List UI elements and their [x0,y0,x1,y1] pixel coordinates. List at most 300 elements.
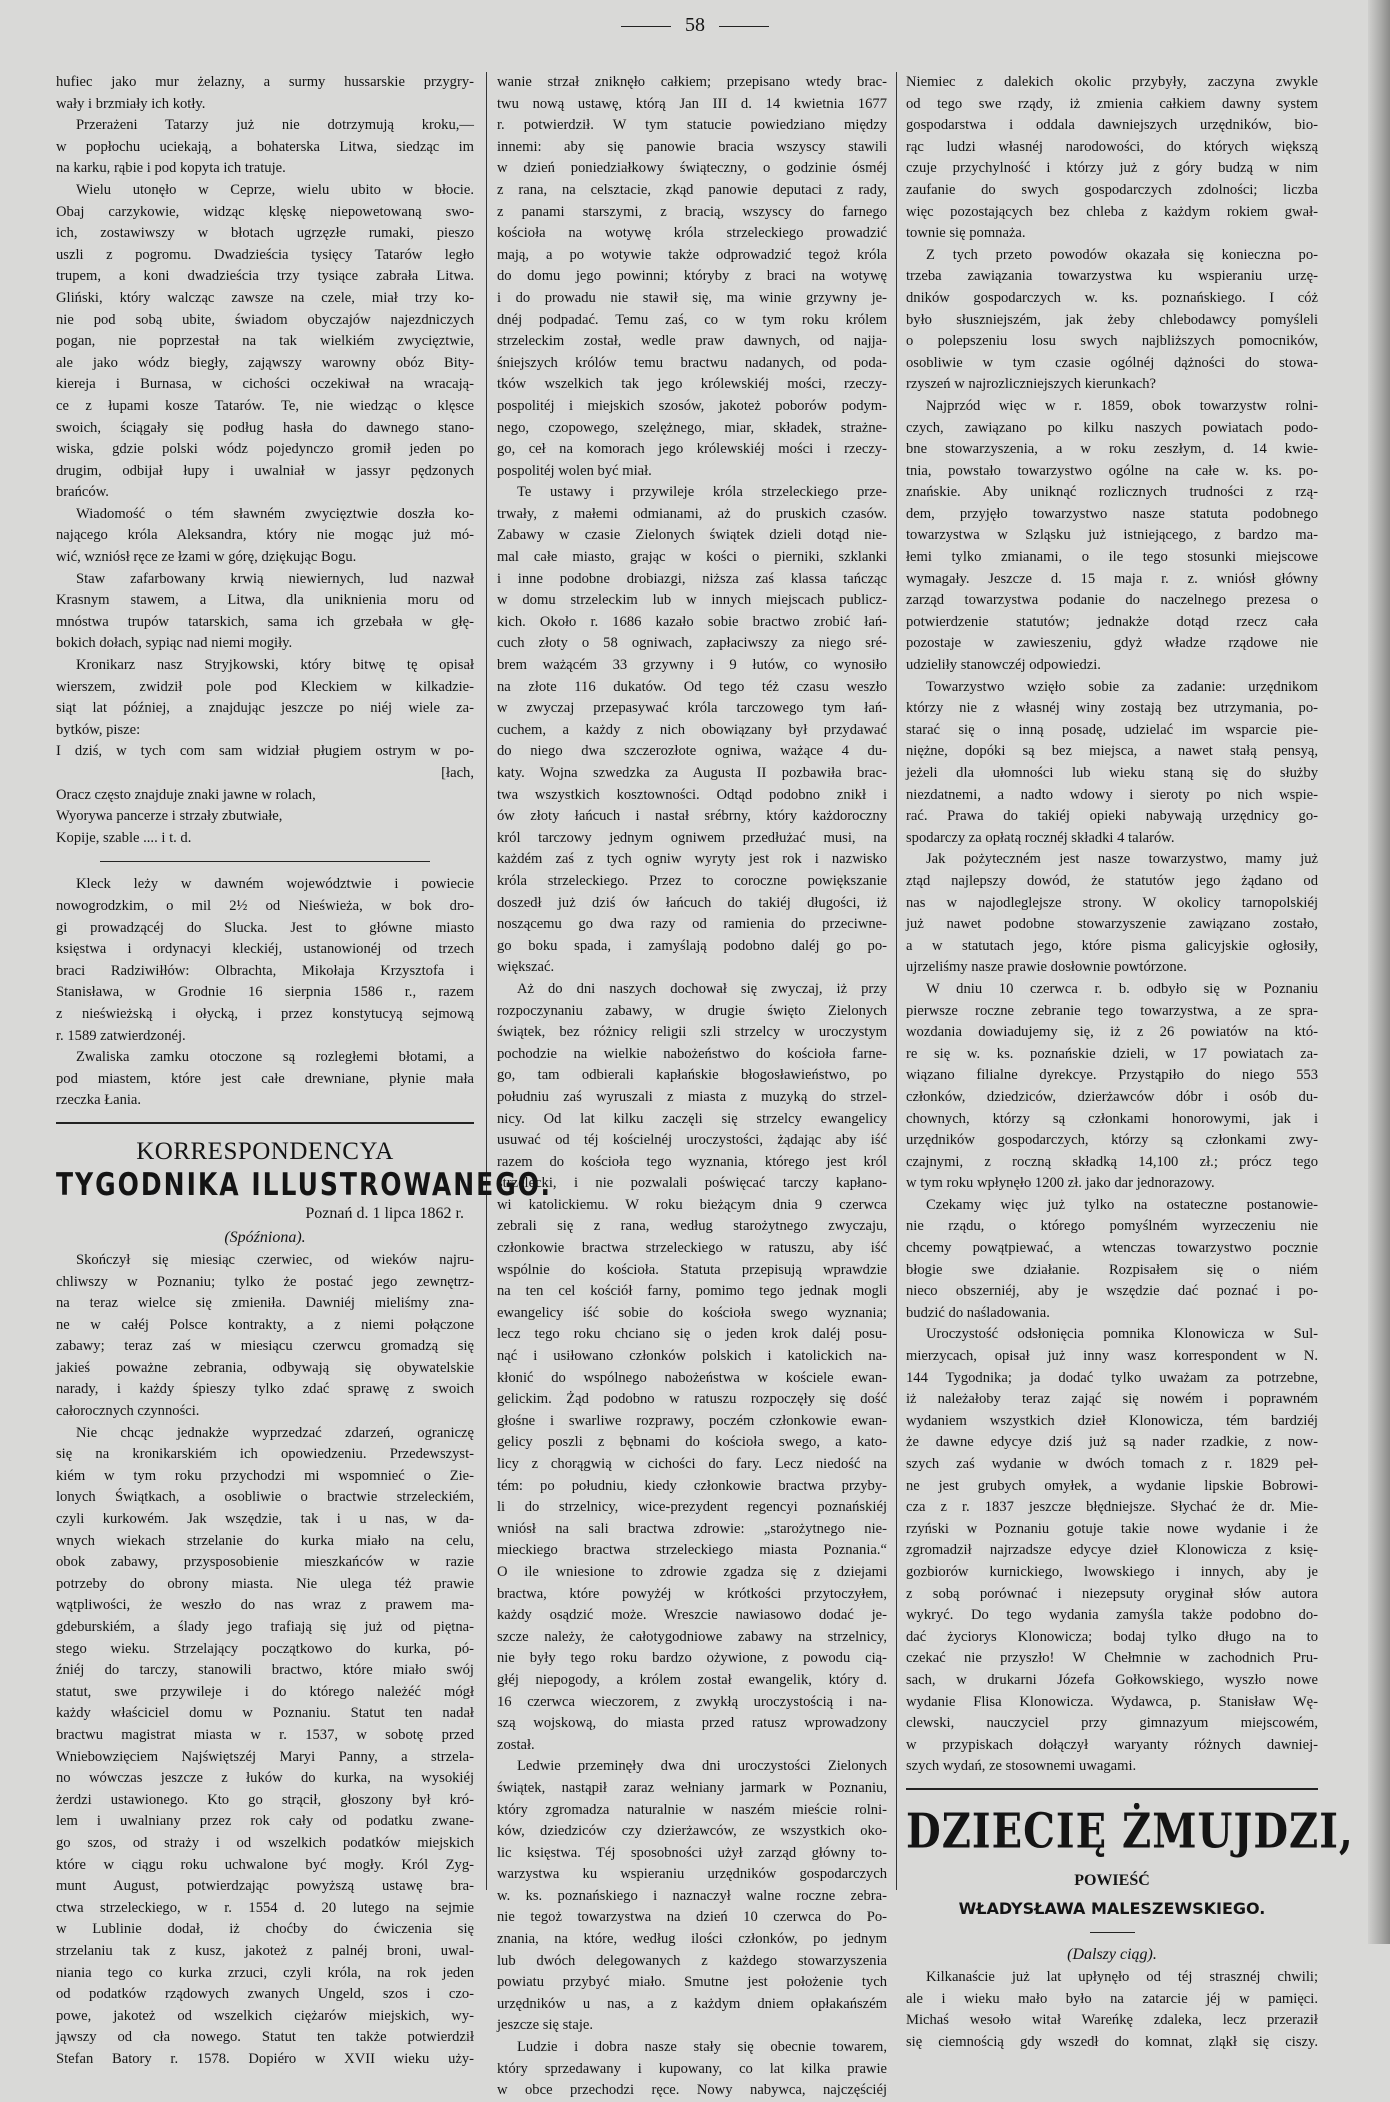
text-line: usuwać od téj kościelnéj uroczystości, żądając aby iść [497,1132,887,1149]
paragraph [56,569,474,655]
text-line: townie się pomnaża. [906,225,1026,242]
text-line: lub dwóch delegowanych z każdego stowarzyszenia [497,1952,887,1969]
text-line: udzieliły stanowczéj odpowiedzi. [906,657,1101,674]
text-line: król tarczowy jednym ogniwem przedłużać musi, na [497,829,887,846]
text-line: potrzeby do obrony miasta. Nie ulega téż prawie [56,1575,474,1592]
text-line: ujrzeliśmy nasze prawie dosłownie powtórzone. [906,959,1187,976]
column-divider [896,72,897,1890]
text-line: munt August, potwierdzając powyższą ustawę bra- [56,1878,474,1895]
text-line: re się w. ks. poznańskie dzieli, w 17 powiatach za- [906,1045,1318,1062]
text-line: nas w najodleglejsze strony. W okolicy tarnopolskiéj [906,894,1318,911]
heading: WŁADYSŁAWA MALESZEWSKIEGO. [958,1898,1266,1918]
text-line: chownych, którzy są członkami honorowymi, jak i [906,1110,1318,1127]
text-line: rzyński w Poznaniu gotuje takie nowe wydanie i że [906,1520,1318,1537]
text-line: Najprzód więc w r. 1859, obok towarzystw rolni- [926,397,1318,414]
text-line: szych wydań, ze stosownemi uwagami. [906,1758,1137,1775]
paragraph [56,1423,474,2071]
text-line: wspólnie do kościoła. Statuta przepisują wprawdzie [497,1261,887,1278]
text-line: ich, zostawiwszy w błotach ugrzęzłe rumaki, pieszo [56,225,474,242]
text-line: znańskie. Aby uniknąć rozlicznych trudności z rzą- [906,484,1318,501]
text-line: całorocznych czynności. [56,1403,200,1420]
text-line: bokich dołach, sypiąc nad niemi mogiły. [56,635,293,652]
text-line: jakieś poważne zebrania, odbywają się obywatelskie [56,1359,474,1376]
text-line: o polepszeniu losu swych najbliższych pomocników, [906,333,1318,350]
text-line: Wielu utonęło w Ceprze, wielu ubito w błocie. [76,181,474,198]
heading: (Dalszy ciąg). [1067,1945,1157,1963]
page-number-dash-right [719,26,769,27]
text-line: nie były tego roku bardzo ożywione, z powodu cią- [497,1650,887,1667]
text-line: nieco obszerniéj, aby je wszędzie dać poznać i po- [906,1283,1318,1300]
text-line: starać się o inną posadę, udzielać im wsparcie pie- [906,721,1318,738]
paragraph [497,1756,887,2037]
text-line: czajnymi, z roczną składką 14,100 zł.; prócz tego [906,1153,1318,1170]
text-line: warzystwa ku wspieraniu urzędników gospodarczych [497,1866,887,1883]
text-line: cuch złoty o 58 ogniwach, zapłaciwszy za niego sré- [497,635,887,652]
text-line: potwierdzenie statutów; jednakże dotąd rzecz cała [906,613,1318,630]
text-line: Przerażeni Tatarzy już nie dotrzymują kroku,— [76,117,474,134]
text-line: cuchem, a każdy z nich obowiązany był przydawać [497,721,887,738]
text-line: go szos, od straży i od wszelkich podatków miejskich [56,1834,474,1851]
text-line: mnóstwa trupów tatarskich, sama ich grzebała w głę- [56,613,474,630]
text-line: rzyszeń w najrozliczniejszych kierunkach? [906,376,1156,393]
text-line: wykryć. Do tego wydania zamyśla także podobno do- [906,1607,1318,1624]
text-line: członków, dziedziców, dzierżawców dóbr i osób du- [906,1088,1318,1105]
text-line: Gliński, który walcząc zawsze na czele, miał trzy ko- [56,289,474,306]
text-line: nie tegoż towarzystwa na dzień 10 czerwca do Po- [497,1909,887,1926]
text-line: niania tego co kurka zrzuci, czyli króla, na rok jeden [56,1964,474,1981]
text-line: tnia, powstało towarzystwo ogólne na całe w. ks. po- [906,462,1318,479]
text-line: Skończył się miesiąc czerwiec, od wieków najru- [76,1251,474,1268]
text-line: którzy nie z własnéj winy zostają bez utrzymania, po- [906,700,1318,717]
text-line: księstwa i ordynacyi kleckiéj, ustanowionéj od trzech [56,941,474,958]
text-line: kiém w tym roku przychodzi mi wspomnieć o Zie- [56,1467,474,1484]
text-line: głośne i swarliwe rozprawy, poczém członkowie ewan- [497,1412,887,1429]
text-line: Oracz często znajduje znaki jawne w rolach, [56,786,316,803]
text-line: który zgromadza naturalnie w naszém mieście rolni- [497,1801,887,1818]
paragraph [906,979,1318,1195]
text-line: w domu strzeleckim lub w innych miejscach publicz- [497,592,887,609]
text-line: no wówczas jeszcze z łuków do kurka, na wysokiéj [56,1770,474,1787]
text-line: ów złoty łańcuch i nastał srébrny, który każdoroczny [497,808,887,825]
paragraph [56,655,474,741]
text-line: wymagały. Jeszcze d. 15 maja r. z. wniósł główny [906,570,1318,587]
text-line: kiereja i Burnasa, w cichości oczekiwał na wracają- [56,376,474,393]
heading: TYGODNIKA ILLUSTROWANEGO. [56,1166,552,1203]
text-line: na złote 116 dukatów. Od tego téż czasu weszło [497,678,887,695]
text-line: zgromadził najrzadsze edycye dzieł Klonowicza z księ- [906,1542,1318,1559]
text-line: Niemiec z dalekich okolic przybyły, zaczyna zwykle [906,74,1318,90]
text-line: O ile wniesione to zdrowie zgadza się z dziejami [497,1563,887,1580]
text-line: go, ceł na komorach jego królewskiéj mości i rzeczy- [497,441,887,458]
text-line: Nie chcąc jednakże wyprzedzać zdarzeń, ograniczę [76,1424,474,1441]
text-line: pochodzie na wielkie nabożeństwo do kościoła farne- [497,1045,887,1062]
page-edge-shadow [1368,0,1390,1944]
text-line: z panami starszymi, z bracią, wszyscy do farnego [497,203,887,220]
paragraph [497,482,887,979]
heading: POWIEŚĆ [1074,1871,1150,1889]
text-line: doszedł już dziś ów łańcuch do takiéj długości, iż [497,894,887,911]
text-line: trzeba zawiązania towarzystwa ku wspieraniu urzę- [906,268,1318,285]
text-line: narady, i każdy śpieszy tylko zdać sprawę z swoich [56,1381,474,1398]
text-line: trupem, a koni dwadzieścia trzy tysiące zabrała Litwa. [56,268,474,285]
text-line: czyli kurkowém. Jak wszędzie, tak i u nas, w da- [56,1511,474,1528]
text-line: [łach, [441,765,474,781]
paragraph [56,504,474,569]
paragraph [497,72,887,482]
text-line: wić, wzniósł ręce ze łzami w górę, dziękując Bogu. [56,549,357,566]
text-line: wydanie Flisa Klonowicza. Wydawca, p. Stanisław Wę- [906,1693,1318,1710]
text-line: twa wszystkich kosztowności. Odtąd podobno znikł i [497,786,887,803]
text-line: gelickim. Żąd podobno w ratuszu rozpoczęły się dość [497,1391,887,1408]
text-line: sach, w drukarni Józefa Gołkowskiego, wyszło nowe [906,1671,1318,1688]
text-line: na karku, rąbie i pod kopyta ich tratuje. [56,160,286,177]
page-number-text: 58 [685,14,705,36]
text-line: dać życiorys Klonowicza; bodaj tylko długo na to [906,1628,1318,1645]
text-line: ztąd najlepszy dowód, że statutów jego żądano od [906,872,1318,889]
text-line: pospolitéj i miejskich szosów, jakoteż poborów podym- [497,397,887,414]
text-line: pospolitéj wolen być miał. [497,462,652,479]
text-line: ne w całéj Polsce kontrakty, a z niemi połączone [56,1316,474,1333]
text-line: twu nową ustawę, którą Jan III d. 14 kwietnia 1677 [497,95,887,112]
text-line: świątek, nastąpił zaraz wełniany jarmark w Poznaniu, [497,1779,887,1796]
text-line: świątek, bez różnicy religii szli strzelcy w uroczystym [497,1024,887,1041]
text-line: z sobą porównać i niezepsuty oryginał słów autora [906,1585,1318,1602]
column-divider [486,72,487,1890]
text-line: do domu jego powinni; któryby z braci na wotywę [497,268,887,285]
text-line: obok zabawy, przysposobienie mieszkańców w razie [56,1554,474,1571]
paragraph [906,396,1318,677]
text-line: W dniu 10 czerwca r. b. odbyło się w Poznaniu [926,980,1318,997]
text-line: w popłochu uciekają, a bohaterska Litwa, siedząc im [56,138,474,155]
text-line: nicy. Od lat kilku zaczęli się strzelcy ewangelicy [497,1110,887,1127]
text-line: Wiadomość o tém sławném zwycięztwie doszła ko- [76,505,474,522]
heading: (Spóźniona). [224,1228,306,1246]
paragraph [906,245,1318,396]
text-line: siąt lat później, a znajdując jeszcze po niéj wiele za- [56,700,474,717]
text-line: czych, zawiązano po kilku naszych powiatach podo- [906,419,1318,436]
text-line: Krasnym stawem, a Litwa, dla uniknienia moru od [56,592,474,609]
text-line: Obaj carzykowie, widząc klęskę niepowetowaną swo- [56,203,474,220]
text-line: od podatków rządowych zwanych Ungeld, szos i czo- [56,1986,474,2003]
text-line: nowogrodzkim, o mil 2½ od Nieświeża, w bok dro- [56,897,474,914]
text-line: r. 1589 zatwierdzonéj. [56,1027,186,1044]
text-line: Kronikarz nasz Stryjkowski, który bitwę tę opisał [76,657,474,674]
text-line: w przypiskach dołączył waryanty różnych dawniej- [906,1736,1318,1753]
text-line: łemi tylko zmianami, o ile tego stosunki miejscowe [906,549,1318,566]
text-line: chcemy powątpiewać, a wtenczas towarzystwo pocznie [906,1240,1318,1257]
text-line: urzędników gospodarczych, którzy są członkami zwy- [906,1132,1318,1149]
text-line: pod miastem, które jest całe drewniane, płynie mała [56,1070,474,1087]
paragraph [56,1047,474,1112]
text-line: Wniebowzięciem Najświętszéj Maryi Panny, a strzela- [56,1748,474,1765]
text-line: wanie strzał zniknęło całkiem; przepisano wtedy brac- [497,74,887,90]
text-line: osobliwie w tym czasie ogólnéj dążności do stowa- [906,354,1318,371]
text-line: w Lublinie dodał, iż choćby do ćwiczenia się [56,1921,474,1938]
text-line: rozpoczynaniu zabawy, w drugie święto Zielonych [497,1002,887,1019]
text-line: strzelaniu tak z kusz, jakoteż z palnéj broni, uwal- [56,1942,474,1959]
paragraph [56,1250,474,1423]
text-line: mal całe miasto, grając w kości o pierniki, szklanki [497,549,887,566]
text-line: mają, a po wotywie także odprowadzić tegoż króla [497,246,887,263]
text-line: i inne podobne drobiazgi, niższa zaś klassa tańcząc [497,570,887,587]
text-line: został. [497,1736,535,1753]
text-line: trwały, z małemi odmianami, aż do pruskich czasów. [497,505,887,522]
text-line: jeżeli dla ułomności lub wieku staną się do służby [906,765,1318,781]
text-line: wydaniem wszystkich dzieł Klonowicza, tém bardziéj [906,1412,1318,1429]
section-divider [56,1122,474,1124]
heading: KORRESPONDENCYA [136,1137,394,1165]
text-line: urzędników u nas, a z każdym dniem opłakańszém [497,1995,887,2012]
text-line: króla strzeleckiego. Przez to coroczne powiększanie [497,872,887,889]
text-line: lonych Świątkach, a osobliwie o bractwie strzeleckiém, [56,1489,474,1506]
text-line: czuje przychylność i którzy już z góry budzą w nim [906,160,1318,177]
text-line: ale jako wódz biegły, zająwszy warowny obóz Bity- [56,354,474,371]
text-line: bne stowarzyszenia, a w roku zeszłym, d. 14 kwie- [906,441,1318,458]
text-line: zarząd towarzystwa podanie do naczelnego prezesa o [906,592,1318,609]
text-line: iż należałoby teraz zająć się nowém i poprawném [906,1391,1318,1408]
text-line: Zwaliska zamku otoczone są rozległemi błotami, a [76,1049,474,1066]
text-line: głéj niepogody, a królem został ewangelik, który d. [497,1671,887,1688]
text-line: statut, swe przywileje i do którego należéć mógł [56,1683,474,1700]
page-number [0,14,1390,37]
text-line: w tym roku wpłynęło 1200 zł. jako dar jednorazowy. [906,1175,1215,1192]
text-line: do niego dwa szczerozłote ogniwa, ważące 4 du- [497,743,887,760]
text-line: r. potwierdził. W tym statucie powiedziano między [497,117,887,134]
text-line: licy z chorągwią w cichości do fary. Lecz niedość na [497,1456,887,1472]
verse-quote [56,741,474,849]
text-line: większać. [497,959,555,976]
text-line: od tego swe rządy, iż zmienia całkiem dawny system [906,95,1318,112]
text-line: kich. Około r. 1686 kazało sobie bractwo zrobić łań- [497,613,887,630]
text-line: pozostaje w zawieszeniu, gdyż władze rządowe nie [906,635,1318,652]
text-line: 144 Tygodnika; ja dodać tylko uważam za potrzebne, [906,1369,1318,1386]
text-line: kłonić do wspólnego nabożeństwa w kościele ewan- [497,1369,887,1386]
text-line: Kleck leży w dawném województwie i powiecie [76,876,474,893]
paragraph [906,677,1318,850]
text-line: powiatu przybyć miało. Smutne jest położenie tych [497,1974,887,1991]
text-line: Wyorywa pancerze i strzały zbutwiałe, [56,808,283,825]
text-line: w dzień poniedziałkowy świąteczny, o godzinie ósméj [497,160,887,177]
text-line: ale i wieku mało było na zatarcie jéj w pamięci. [906,1990,1318,2007]
text-line: rzeczka Łania. [56,1092,142,1109]
text-line: południu zaś wyruszali z miasta z muzyką do strzel- [497,1088,887,1105]
text-line: a w statutach jego, które pisma galicyjskie ogłosiły, [906,937,1318,954]
text-line: strzelecki, i nie pozwalali poświęcać tarczy kapłano- [497,1175,887,1192]
text-line: Staw zafarbowany krwią niewiernych, lud nazwał [76,570,474,587]
text-line: w obce przechodzi ręce. Nowy nabywca, najczęściéj [497,2082,887,2099]
text-line: niężne, dopóki są bez miejsca, a nawet stałą pensyą, [906,743,1318,760]
text-line: nego, czopowego, szelężnego, miar, składek, strażne- [497,419,887,436]
text-line: gozbiorów kurnickiego, lwowskiego i innych, aby je [906,1563,1318,1580]
text-line: które w ciągu roku uchwalone być mogły. Król Zyg- [56,1856,474,1873]
text-line: jąwszy od cła nowego. Statut ten także potwierdził [56,2029,474,2046]
text-line: stego wieku. Strzelający początkowo do kurka, pó- [56,1640,474,1657]
text-line: bytków, pisze: [56,721,141,738]
text-line: każdém zaś z tych ogniw wyryty jest rok i nazwisko [497,851,887,868]
text-line: budzić do naśladowania. [906,1304,1050,1321]
text-line: każdy osądzić może. Wreszcie nawiasowo dodać je- [497,1607,887,1624]
text-line: gdeburskiém, a ślady jego trafiają się już od piętna- [56,1619,474,1635]
text-line: jeszcze się staje. [497,2017,594,2034]
text-line: innemi: aby się panowie bracia wszyscy stawili [497,138,887,155]
heading: DZIECIĘ ŻMUJDZI, [906,1803,1354,1860]
text-line: nającego króla Aleksandra, który nie mogąc już mó- [56,527,474,544]
text-line: wiska, gdzie polski wódz pojedynczo gromił jeden po [56,441,474,458]
text-line: na ten cel kościół farny, pomimo tego jednak mogli [497,1283,887,1300]
text-line: Kopije, szable .... i t. d. [56,829,192,846]
text-line: znania, na które, według ilości członków, po jednym [497,1931,887,1948]
text-line: się na kronikarskiém ich opowiedzeniu. Przedewszyst- [56,1446,474,1463]
text-line: katy. Wojna szwedzka za Augusta II pozbawiła brac- [497,765,887,781]
text-line: strzeleckim został, wedle praw dawnych, od najja- [497,333,887,350]
text-line: noszącemu go dwa razy od ramienia do przeciwne- [497,916,887,933]
text-line: dem, przyjęło towarzystwo nasze statuta podobnego [906,505,1318,522]
text-line: rać. Prawa do takiéj opieki nabywają urzędnicy go- [906,808,1318,825]
text-line: go boku spada, i zamyślają podobno daléj go po- [497,937,887,954]
paragraph [906,1195,1318,1325]
text-line: gi prowadzącéj do Slucka. Jest to główne miasto [56,919,474,936]
text-line: wi katolickiemu. W roku bieżącym dnia 9 czerwca [497,1196,887,1213]
text-line: wnych wiekach strzelanie do kurka miało na celu, [56,1532,474,1549]
column-2 [497,72,887,2102]
section-divider [100,861,430,862]
text-line: go, tam odbierali kapłańskie błogosławieństwo, po [497,1067,887,1084]
text-line: było słuszniejszém, jak żeby chlebodawcy pomyśleli [906,311,1318,328]
text-line: więc pozostających bez chleba z każdym rokiem gwał- [906,203,1318,220]
text-line: braci Radziwiłłów: Olbrachta, Mikołaja Krzysztofa i [56,962,474,979]
text-line: gospodarstwa i oddala dawniejszych urzędników, bio- [906,117,1318,134]
text-line: lem i uwalniany przez rok cały od podatku zwane- [56,1813,474,1830]
text-line: nie rządu, o którego pomyślném wyrzeczeniu nie [906,1218,1318,1235]
text-line: zabawy; teraz zaś w miesiącu czerwcu gromadzą się [56,1338,474,1355]
text-line: lecz tego roku chciano się o jeden krok daléj posu- [497,1326,887,1343]
paragraph [906,1967,1318,2053]
text-line: ne jest grubych omyłek, a wydanie lipskie Bobrowi- [906,1477,1318,1494]
text-line: szcze należy, że całotygodniowe zabawy na strzelnicy, [497,1628,887,1645]
text-line: gelicy poszli z bębnami do kościoła swego, a kato- [497,1434,887,1451]
paragraph [56,180,474,504]
text-line: zebrali się z rana, według starożytnego zwyczaju, [497,1218,887,1235]
text-line: pogan, nie poprzestał na tak wielkiém zwycięztwie, [56,333,474,350]
section-divider [1090,1932,1135,1933]
text-line: czekać nie przyszło! W Chełmnie w zachodnich Pru- [906,1650,1318,1667]
text-line: śniejszych królów temu bractwu nadanych, od poda- [497,354,887,371]
text-line: razem do kościoła tego wyznania, którego jest król [497,1153,887,1170]
text-line: cza z r. 1837 jeszcze błędniejsze. Słychać że dr. Mie- [906,1499,1318,1516]
text-line: clewski, nauczyciel przy gimnazyum miejscowém, [906,1715,1318,1732]
text-line: Czekamy więc już tylko na ostateczne postanowie- [926,1196,1318,1213]
text-line: Kilkanaście już lat upłynęło od téj strasznéj chwili; [926,1968,1318,1985]
text-line: Te ustawy i przywileje króla strzeleckiego prze- [517,484,887,501]
text-line: który sprzedawany i kupowany, co lat kilka prawie [497,2060,887,2077]
text-line: i do prowadu nie stawił się, ma winie grzywny je- [497,289,887,306]
text-line: pierwsze roczne zebranie tego towarzystwa, a ze spra- [906,1002,1318,1019]
text-line: Stanisława, w Grodnie 16 sierpnia 1586 r., razem [56,984,474,1001]
text-line: wniósł na sali bractwa zdrowie: „starożytnego nie- [497,1520,887,1537]
text-line: rąc ludzi własnéj narodowości, do których większą [906,138,1318,155]
text-line: Z tych przeto powodów okazała się konieczna po- [926,246,1318,263]
text-line: swoich, ściągały się podług hasła do dawnego stano- [56,419,474,436]
text-line: powe, jakoteż od wszelkich ciężarów miejskich, wy- [56,2007,474,2024]
text-line: nie pod sobą ubite, świadom obyczajów najezdniczych [56,311,474,328]
text-line: spodarczy za opłatą rocznéj składki 4 talarów. [906,829,1175,846]
text-line: drugim, odbijał łupy i uwalniał w jassyr pędzonych [56,462,474,479]
text-line: bractwu magistrat miasta w r. 1537, w sobotę przed [56,1726,474,1743]
paragraph [56,72,474,115]
text-line: kościoła na wotywę króla strzeleckiego prowadzić [497,225,887,242]
text-line: I dziś, w tych com sam widział pługiem ostrym w po- [56,743,474,760]
text-line: brańców. [56,484,109,501]
text-line: szą wojskową, do miasta przed ratusz wprowadzony [497,1715,887,1732]
text-line: się ciemnością gdy wszedł do komnat, zląkł się ciszy. [906,2033,1318,2050]
paragraph [906,1324,1318,1777]
text-line: w zwyczaj przepasywać króla tarczowego tym łań- [497,700,887,717]
text-line: z rana, na celsztacie, zkąd panowie deputaci z rady, [497,181,887,198]
text-line: Towarzystwo wzięło sobie za zadanie: urzędnikom [926,678,1318,695]
text-line: ewangelicy iść sobie do kościoła swego wyznania; [497,1304,887,1321]
text-line: szych zaś wydanie w dwóch tomach z r. 1829 peł- [906,1456,1318,1472]
page-number-dash-left [621,26,671,27]
text-line: wały i brzmiały ich kotły. [56,95,206,112]
text-line: brem ważącém 33 grzywny i 9 łutów, co wynosiło [497,657,887,674]
text-line: Aż do dni naszych dochował się zwyczaj, iż przy [517,980,887,997]
text-line: wiązano filialne dyrekcye. Przystąpiło do niego 553 [906,1067,1318,1084]
text-line: hufiec jako mur żelazny, a surmy hussarskie przygry- [56,74,474,90]
paragraph [497,2037,887,2102]
section-divider [906,1788,1318,1790]
paragraph [56,874,474,1047]
text-line: niezdatnemi, a nadto wdowy i sieroty po nich wspie- [906,786,1318,803]
text-line: żerdzi ustawionego. Kto go strącił, głoszony był kró- [56,1791,474,1808]
text-line: że dawne edycye dziś już są nader rzadkie, z now- [906,1434,1318,1451]
text-line: tém: po południu, kiedy członkowie bractwa przyby- [497,1477,887,1494]
column-3 [906,72,1354,2053]
text-line: zaufanie do swych gospodarczych zdolności; liczba [906,181,1318,198]
text-line: Zabawy w czasie Zielonych świątek dzieli dotąd nie- [497,527,887,544]
text-line: z nieświeżską i ołycką, i przez konstytucyą sejmową [56,1005,474,1022]
text-line: chliwszy w Poznaniu; tylko że postać jego zewnętrz- [56,1273,474,1290]
text-line: Michaś wesoło witał Wareńkę zdaleka, lecz przeraził [906,2012,1318,2029]
text-line: Ludzie i dobra nasze stały się obecnie towarem, [517,2039,887,2056]
text-line: dnéj podpadać. Temu zaś, co w tym roku królem [497,311,887,328]
text-line: uszli z pogromu. Dwadzieścia tysięcy Tatarów legło [56,246,474,263]
text-line: tków wszelkich tak jego królewskiéj mości, rzeczy- [497,376,887,393]
paragraph [906,72,1318,245]
text-line: błogie swe działanie. Rozpisałem się o niém [906,1261,1318,1278]
text-line: Uroczystość odsłonięcia pomnika Klonowicza w Sul- [926,1326,1318,1343]
text-line: Jak pożyteczném jest nasze towarzystwo, mamy już [926,851,1318,868]
text-line: na teraz wielce się zmieniła. Dawniéj mieliśmy zna- [56,1295,474,1312]
text-line: li do strzelnicy, wice-prezydent regencyi poznańskiéj [497,1499,887,1516]
paragraph [906,849,1318,979]
text-line: w. ks. poznańskiego i naznaczył walne roczne zebra- [497,1887,887,1904]
text-line: mierzycach, opisał już inny wasz korrespondent w N. [906,1348,1318,1365]
text-line: już nawet podobne stowarzyszenie zawiązano zostało, [906,916,1318,933]
text-line: lic księstwa. Téj sposobności użył zarząd główny to- [497,1844,887,1861]
text-line: źniéj do tarczy, stanowili bractwo, które miało swój [56,1662,474,1679]
text-line: każdy właściciel domu w Poznaniu. Statut ten nadał [56,1705,474,1722]
text-line: wierszem, zwidził pole pod Kleckiem w kilkadzie- [56,678,474,695]
paragraph [497,979,887,1756]
text-line: wozdania dowiadujemy się, iż z 26 powiatów na któ- [906,1024,1318,1041]
text-line: ków, dziedziców czy dzierżawców, ze wszystkich oko- [497,1823,887,1840]
paragraph [56,115,474,180]
text-line: dników gospodarczych w. ks. poznańskiego. I cóż [906,289,1318,306]
text-line: wątpliwości, że weszło do nas wraz z prawem ma- [56,1597,474,1614]
text-line: ce z łupami kosze Tatarów. Te, nie wiedząc o klęsce [56,397,474,414]
text-line: mieckiego bractwa strzeleckiego miasta Poznania.“ [497,1542,887,1559]
text-line: ctwa strzeleckiego, w r. 1554 d. 20 lutego na sejmie [56,1899,474,1916]
